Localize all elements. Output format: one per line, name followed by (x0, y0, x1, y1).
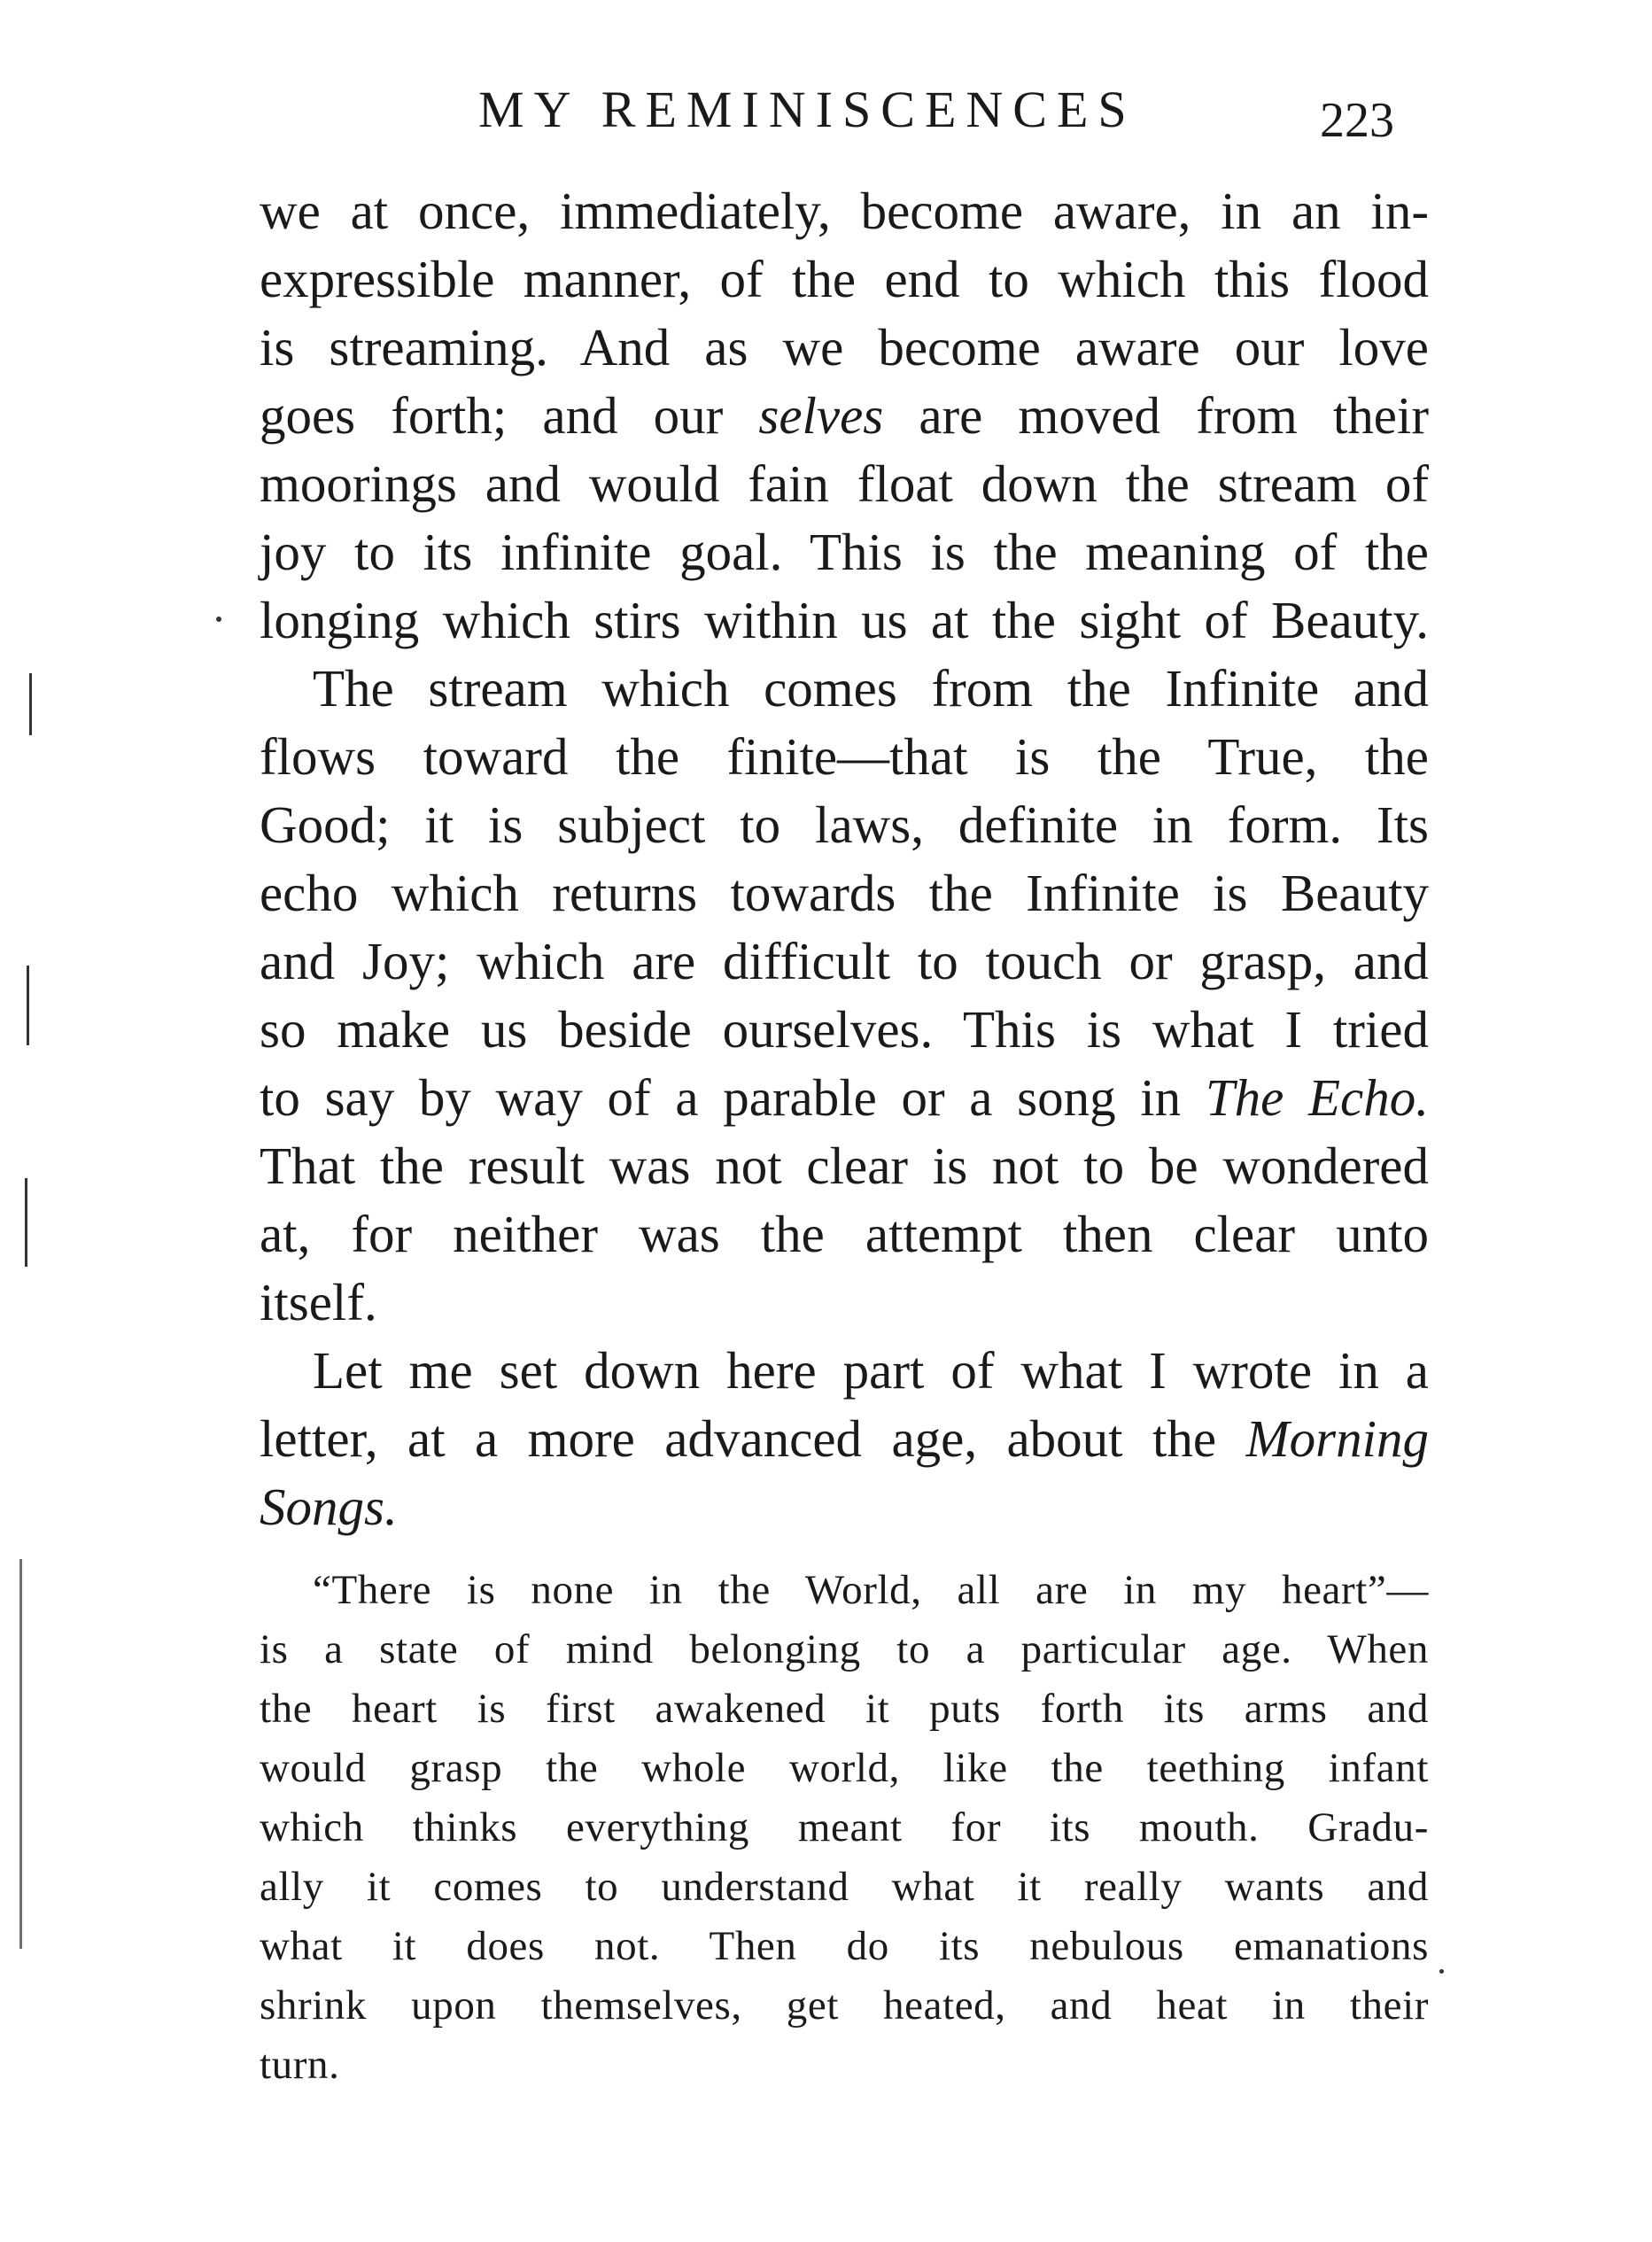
text-line (260, 1473, 1429, 1541)
text-line: is streaming. And as we become aware our love (260, 318, 1429, 376)
text-line: goes forth; and our selves are moved from their (260, 386, 1429, 445)
quote-line: ally it comes to understand what it really wants and (260, 1864, 1429, 1910)
text-line: at, for neither was the attempt then clear unto (260, 1205, 1429, 1263)
quote-line: “There is none in the World, all are in my heart”— (313, 1567, 1429, 1613)
text-line: itself. (260, 1273, 377, 1331)
paragraph-3 (260, 1337, 1429, 1541)
italic-title: Morning (1245, 1409, 1429, 1468)
text-line: moorings and would fain float down the stream of (260, 454, 1429, 513)
italic-title: The Echo. (1205, 1068, 1429, 1127)
text-line: so make us beside ourselves. This is what I tried (260, 1000, 1429, 1059)
text-line: letter, at a more advanced age, about the Morning (260, 1409, 1429, 1468)
text-line: we at once, immediately, become aware, in an in- (260, 182, 1429, 240)
quote-line: is a state of mind belonging to a particular age. When (260, 1626, 1429, 1672)
quote-line: shrink upon themselves, get heated, and heat in their (260, 1982, 1429, 2029)
text-line: to say by way of a parable or a song in The Echo. (260, 1068, 1429, 1127)
text-line: That the result was not clear is not to be wondered (260, 1137, 1429, 1195)
text-line: Let me set down here part of what I wrote in a (313, 1341, 1429, 1400)
quote-line: turn. (260, 2042, 340, 2088)
text-line: and Joy; which are difficult to touch or grasp, and (260, 932, 1429, 990)
italic-word: selves (758, 386, 884, 445)
scan-mark (29, 673, 32, 735)
scan-dot (1439, 1969, 1444, 1974)
page-number: 223 (1320, 93, 1394, 148)
text-line: The stream which comes from the Infinite and (313, 659, 1429, 718)
running-head: MY REMINISCENCES (478, 81, 1136, 138)
quote-line: would grasp the whole world, like the teething infant (260, 1745, 1429, 1791)
italic-title: Songs. (260, 1478, 398, 1536)
paragraph-1 (260, 177, 1429, 655)
text-line: joy to its infinite goal. This is the meaning of the (260, 523, 1429, 581)
scan-mark (19, 1559, 22, 1949)
quote-line: the heart is first awakened it puts forth its arms and (260, 1686, 1429, 1732)
text-line: echo which returns towards the Infinite is Beauty (260, 864, 1429, 922)
body-text (260, 177, 1429, 2095)
text-line: Good; it is subject to laws, definite in form. Its (260, 795, 1429, 854)
scan-dot (216, 617, 221, 622)
scan-mark (25, 1178, 27, 1267)
scan-mark (27, 966, 29, 1045)
paragraph-2 (260, 655, 1429, 1337)
quote-line: which thinks everything meant for its mouth. Gradu- (260, 1804, 1429, 1850)
text-line: expressible manner, of the end to which this flood (260, 250, 1429, 308)
text-line: flows toward the finite—that is the True, the (260, 727, 1429, 786)
quote-line: what it does not. Then do its nebulous emanations (260, 1923, 1429, 1969)
text-line: longing which stirs within us at the sight of Beauty. (260, 591, 1429, 649)
block-quote (260, 1561, 1429, 2095)
